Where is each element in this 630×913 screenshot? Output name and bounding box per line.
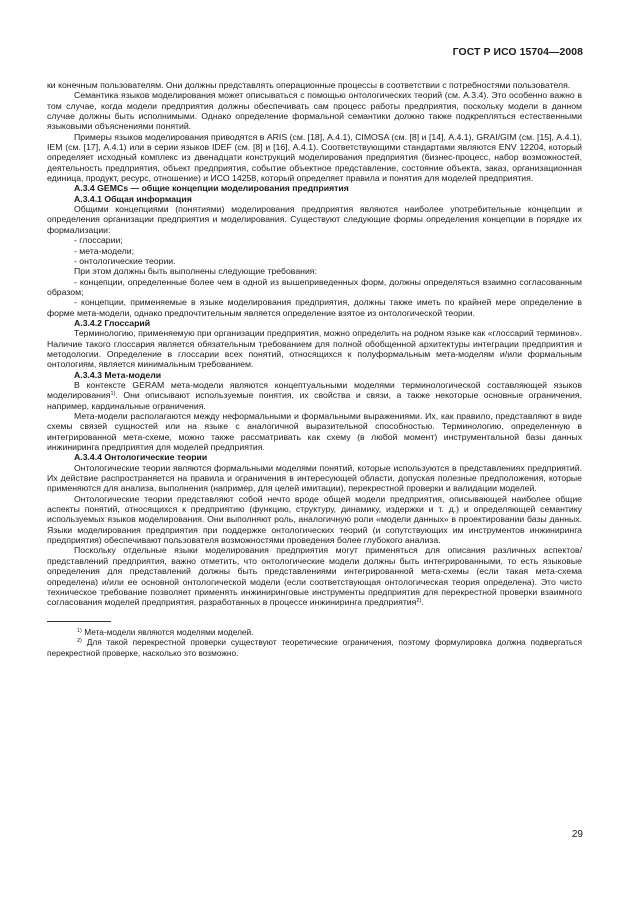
section-heading: А.3.4.4 Онтологические теории (74, 452, 208, 463)
section-heading: А.3.4.3 Мета-модели (74, 369, 162, 380)
page-content (47, 80, 582, 658)
body-paragraph: Примеры языков моделирования приводятся в ARIS (см. [18], А.4.1), CIMOSA (см. [8] и [14], А.4.1), GRAI/GIM (см. [15], А.4.1), IEM (см. [17], А.4.1) или в серии языков IDEF (см. [8] и [16], А.4.1). Соответствующими стандартами являются ENV 12204, который определяет исходный комплекс из двенадцати конструкций моделирования предприятия (бизнес-процесс, набор возможностей, деятельность предприятия, объект предприятия, событие объектное представление, состояние объекта, заказ, организационная единица, продукт, ресурс, отношение) и ИСО 14258, который определяет правила и понятия для моделей предприятия. (47, 131, 582, 184)
list-item: - мета-модели; (74, 245, 134, 256)
body-paragraph: Семантика языков моделирования может описываться с помощью онтологических теорий (см. А.3.4). Это особенно важно в том случае, когда модели предприятия должны обеспечивать сам процесс работы предприятия, поскольку модели в данном случае должны быть исполнимыми. Однако определение формальной семантики должно также подкрепляться естественными языковыми объяснениями понятий. (47, 90, 582, 132)
text-run: Поскольку отдельные языки моделирования предприятия могут применяться для описания различных аспектов/представлений предприятия, важно отметить, что онтологические модели должны быть интегрированными, то есть языковые определения для представлений должны быть представлениями интегрированной мета-схемы (если такая мета-схема определена) и/или ее основной онтологической модели (если соответствующая онтологическая теория определена). Это чисто техническое требование позволяет применять инжиниринговые инструменты предприятия для перекрестной проверки взаимного согласования моделей предприятия, разработанных в процессе инжиниринга предприятия (47, 545, 582, 608)
body-paragraph (47, 380, 582, 411)
footnote-ref: 2) (416, 598, 422, 605)
footnote-ref: 1) (110, 391, 116, 398)
footnote-text: Мета-модели являются моделями моделей. (84, 626, 254, 637)
page-number: 29 (571, 829, 583, 840)
section-heading: А.3.4.1 Общая информация (74, 193, 192, 204)
text-run: В контексте GERAM мета-модели являются концептуальными моделями терминологической составляющей языков моделирования (47, 379, 582, 401)
list-item: - концепции, применяемые в языке моделирования предприятия, должны также иметь по крайней мере определение в форме мета-модели, однако предпочтительным является определение взятое из онтологической теории. (47, 297, 582, 318)
section-heading: А.3.4.2 Глоссарий (74, 317, 151, 328)
body-paragraph (47, 545, 582, 607)
body-paragraph: Терминологию, применяемую при организации предприятия, можно определить на родном языке как «глоссарий терминов». Наличие такого глоссария является обязательным требованием для полной обобщенной архитектуры интеграции предприятия и методологии. Определение в глоссарии всех понятий, относящихся к полуформальным мета-моделям и/или формальным онтологиям, является минимальным требованием. (47, 328, 582, 370)
text-run: . Они описывают используемые понятия, их свойства и связи, а также некоторые основные ограничения, например, кардинальные ограничения. (47, 390, 582, 411)
standard-header: ГОСТ Р ИСО 15704—2008 (452, 47, 583, 58)
body-paragraph: Онтологические теории являются формальными моделями понятий, которые используются в представлениях предприятий. Их действие распространяется на правила и ограничения в интересующей области, допуская полезные предположения, которые применяются для анализа, выполнения (например, для целей имитации), перекрестной проверки и валидации моделей. (47, 462, 582, 494)
list-item: - онтологические теории. (74, 255, 176, 266)
footnote-mark: 1) (77, 627, 82, 634)
footnote-text: Для такой перекрестной проверки существуют теоретические ограничения, поэтому формулировка должна подвергаться перекрестной проверке, насколько это возможно. (47, 637, 582, 658)
list-item: - глоссарии; (74, 235, 123, 246)
body-paragraph: Общими концепциями (понятиями) моделирования предприятия являются наиболее употребительные концепции и определения организации предприятия и моделирования. Существуют следующие формы определения концепции в порядке их формализации: (47, 204, 582, 235)
footnote (47, 637, 582, 658)
footnote-separator (47, 621, 111, 622)
footnote (47, 627, 582, 638)
section-heading: А.3.4 GEMCs — общие концепции моделирования предприятия (74, 183, 349, 194)
body-paragraph: При этом должны быть выполнены следующие требования: (74, 266, 317, 277)
footnote-mark: 2) (77, 638, 82, 645)
body-paragraph: Мета-модели располагаются между неформальными и формальными выражениями. Их, как правило, представляют в виде схемы связей сущностей или на языке с аналогичной выразительной способностью. Терминологию, определенную в интегрированной мета-схеме, можно также рассматривать как схему (в любой момент) инструментальной базы данных инжиниринга предприятия для моделей предприятия. (47, 411, 582, 453)
body-paragraph: ки конечным пользователям. Они должны представлять операционные процессы в соответствии с потребностями пользователя. (47, 80, 571, 90)
list-item: - концепции, определенные более чем в одной из вышеприведенных форм, должны определяться взаимно согласованным образом; (47, 276, 582, 297)
text-run: . (421, 597, 424, 608)
body-paragraph: Онтологические теории представляют собой нечто вроде общей модели предприятия, описывающей наиболее общие аспекты понятий, относящихся к предприятию (функцию, структуру, динамику, издержки и т. д.) и определяющей семантику используемых языков моделирования. Они выполняют роль, аналогичную роли «модели данных» в проектировании базы данных. Языки моделирования предприятия при поддержке онтологических теорий (и сопутствующих им инструментов инжиниринга предприятия) обеспечивают пользователя возможностями проведения более глубокого анализа. (47, 493, 582, 546)
